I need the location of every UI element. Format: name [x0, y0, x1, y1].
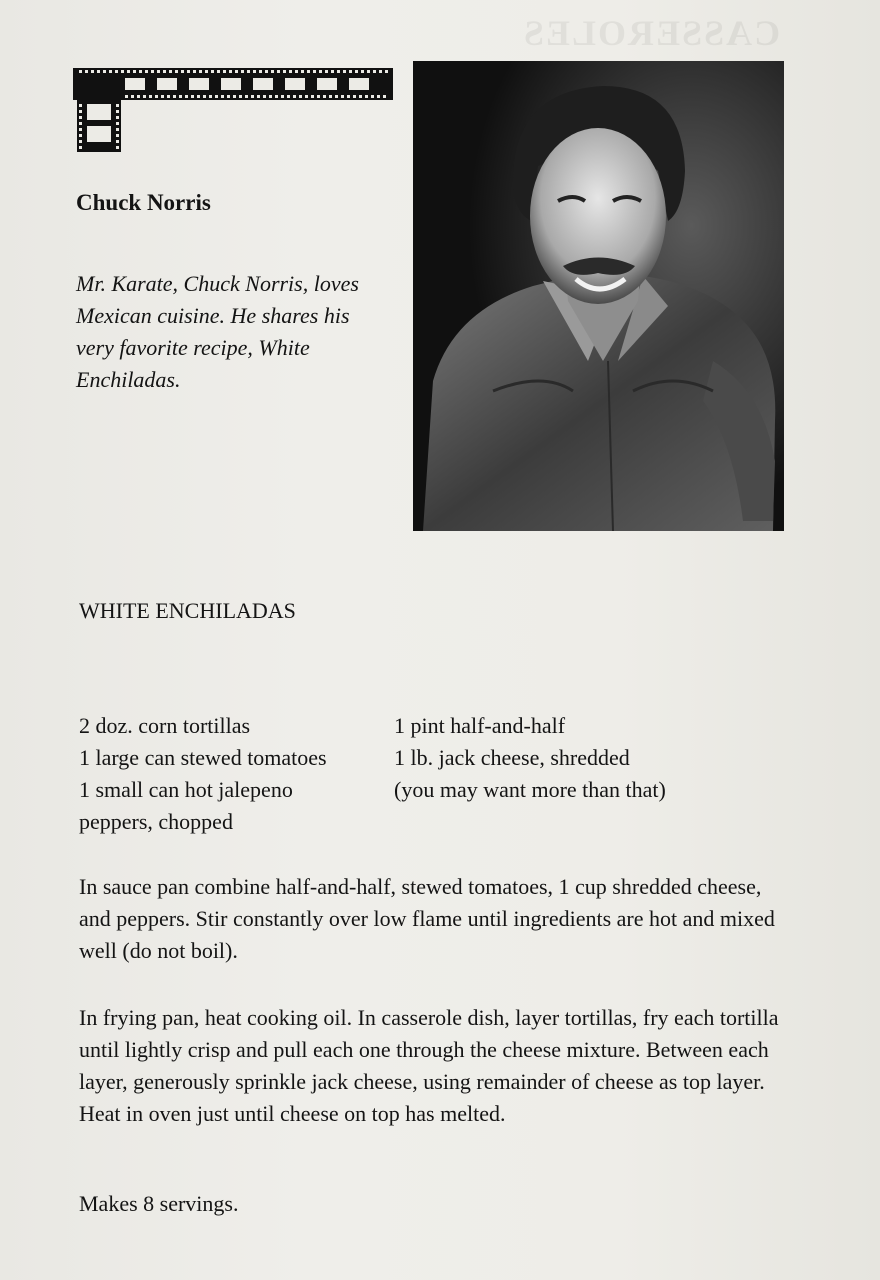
ingredient-item: 1 lb. jack cheese, shredded: [394, 745, 630, 770]
ingredients-left-column: [79, 710, 384, 838]
directions-paragraph: In sauce pan combine half-and-half, stewed tomatoes, 1 cup shredded cheese, and peppers. Stir constantly over low flame until ingredients are hot and mixed well (do not boil).: [79, 874, 775, 963]
celebrity-intro: Mr. Karate, Chuck Norris, loves Mexican cuisine. He shares his very favorite recipe, White Enchiladas.: [76, 271, 359, 392]
portrait-photo: [413, 61, 784, 531]
bleed-through-decoration: CASSEROLES: [521, 13, 780, 53]
directions-paragraph: In frying pan, heat cooking oil. In casserole dish, layer tortillas, fry each tortilla until lightly crisp and pull each one through the cheese mixture. Between each layer, generously sprinkle jack cheese, using remainder of cheese as top layer. Heat in oven just until cheese on top has melted.: [79, 1005, 779, 1126]
recipe-title: WHITE ENCHILADAS: [79, 598, 296, 623]
ingredient-item: peppers, chopped: [79, 809, 233, 834]
ingredient-note: (you may want more than that): [394, 777, 666, 802]
celebrity-name: Chuck Norris: [76, 190, 211, 215]
ingredient-item: 1 small can hot jalepeno: [79, 777, 293, 802]
ingredient-item: 1 large can stewed tomatoes: [79, 745, 327, 770]
portrait-illustration: [413, 61, 784, 531]
film-strip-icon: [73, 68, 393, 152]
ingredient-item: 1 pint half-and-half: [394, 713, 566, 738]
servings-note: Makes 8 servings.: [79, 1191, 239, 1216]
ingredients-right-column: [394, 710, 754, 806]
ingredient-item: 2 doz. corn tortillas: [79, 713, 251, 738]
